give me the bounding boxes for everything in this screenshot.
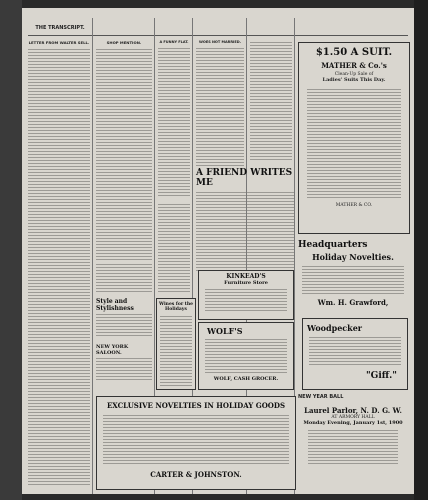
friend-ad — [196, 168, 294, 268]
style-ad — [96, 298, 152, 338]
woodpecker-slogan: "Giff." — [365, 371, 397, 381]
york-ad — [96, 344, 152, 380]
mather-line1: Clean-Up Sale of — [334, 72, 374, 77]
mather-ad — [298, 42, 410, 234]
exclusive-title: EXCLUSIVE NOVELTIES IN HOLIDAY GOODS — [106, 401, 286, 410]
kinkead-ad — [198, 270, 294, 320]
laurel-ad — [298, 394, 408, 486]
column-1 — [28, 40, 90, 485]
mather-signature: MATHER & CO. — [335, 203, 373, 208]
headquarters-title: Headquarters — [298, 240, 368, 250]
laurel-line: AT ARMORY HALL — [331, 415, 375, 420]
column-4-heading: WOES NOT MARRIED. — [199, 40, 241, 44]
woodpecker-title: Woodpecker — [307, 323, 362, 333]
headquarters-ad — [298, 240, 408, 307]
headquarters-subtitle: Holiday Novelties. — [312, 252, 394, 262]
woodpecker-ad — [302, 318, 408, 390]
mather-line2: Ladies' Suits This Day. — [322, 77, 386, 83]
left-binding-edge — [0, 0, 22, 500]
column-2-heading: SHOP MENTION. — [106, 40, 142, 45]
friend-title: A FRIEND WRITES ME — [196, 168, 293, 188]
holidays-ad — [156, 298, 196, 390]
kinkead-subtitle: Furniture Store — [224, 280, 268, 286]
exclusive-footer: CARTER & JOHNSTON. — [150, 470, 242, 479]
mather-name: MATHER & Co.'s — [321, 61, 387, 70]
wolfs-ad — [198, 322, 294, 390]
right-binding-edge — [414, 0, 428, 500]
laurel-date: Monday Evening, January 1st, 1900 — [303, 420, 403, 426]
holidays-title: Wines for the Holidays — [158, 302, 193, 312]
masthead — [30, 25, 90, 31]
new-year-title: NEW YEAR BALL — [298, 394, 344, 400]
column-5-text — [250, 42, 292, 162]
headquarters-merchant: Wm. H. Grawford, — [317, 298, 389, 307]
mather-price: $1.50 A SUIT. — [315, 47, 393, 58]
newspaper-page — [22, 8, 414, 494]
wolfs-title: WOLF'S — [207, 326, 243, 336]
column-4 — [196, 40, 244, 165]
column-3-heading: A FUNNY FLAT. — [159, 40, 189, 44]
laurel-title: Laurel Parlor, N. D. G. W. — [304, 406, 402, 415]
exclusive-ad — [96, 396, 296, 490]
masthead-title: THE TRANSCRIPT. — [35, 25, 85, 31]
column-3 — [158, 40, 190, 200]
kinkead-title: KINKEAD'S — [226, 273, 266, 280]
column-2 — [96, 40, 152, 260]
york-title: NEW YORK SALOON. — [96, 344, 129, 356]
column-1-heading: LETTER FROM WALTER SELL. — [28, 40, 90, 45]
style-title: Style and Stylishness — [96, 298, 134, 312]
wolfs-footer: WOLF, CASH GROCER. — [213, 376, 279, 382]
